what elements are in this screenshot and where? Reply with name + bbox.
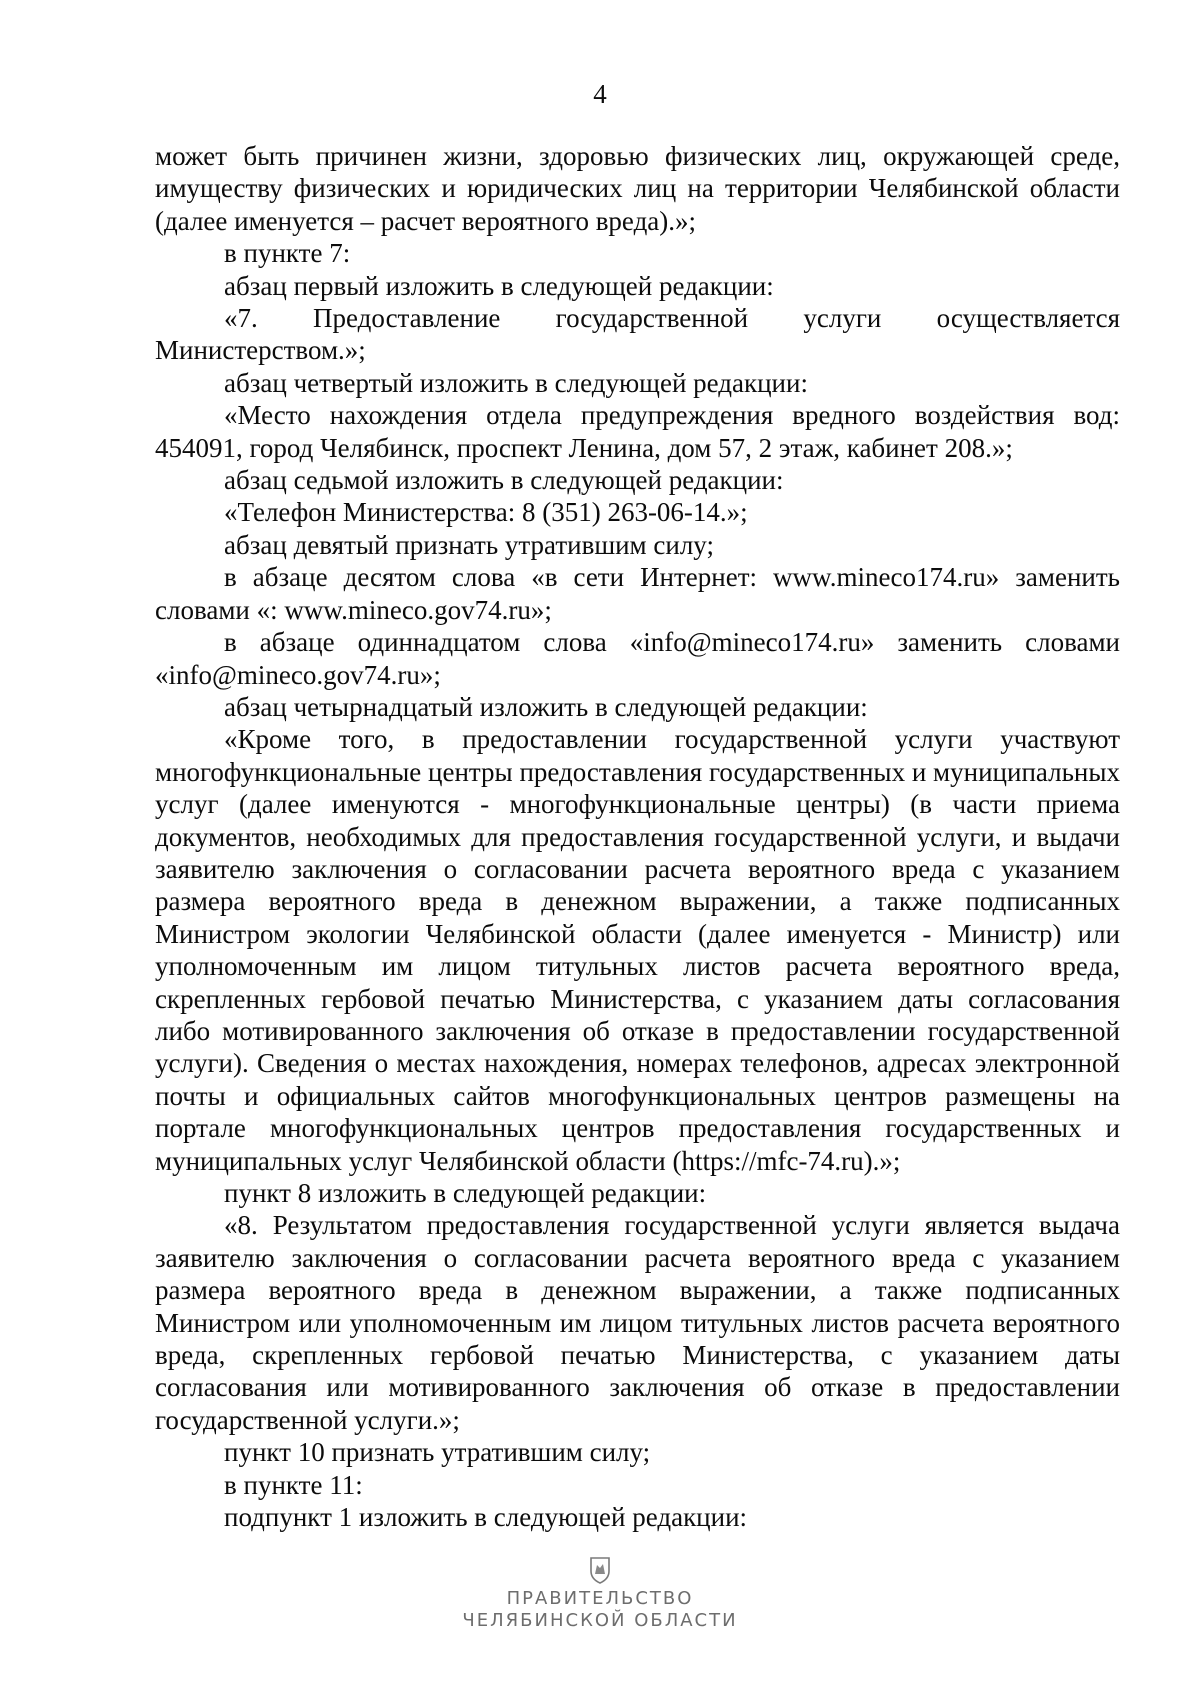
stamp-line-1: ПРАВИТЕЛЬСТВО <box>506 1588 694 1609</box>
paragraph: абзац четырнадцатый изложить в следующей редакции: <box>224 691 868 722</box>
paragraph: абзац девятый признать утратившим силу; <box>224 529 714 560</box>
paragraph: в абзаце одиннадцатом слова «info@mineco174.ru» заменить словами «info@mineco.gov74.ru»; <box>155 627 1120 690</box>
paragraph: в пункте 7: <box>224 238 351 269</box>
paragraph: абзац седьмой изложить в следующей редакции: <box>224 465 784 496</box>
paragraph: «Место нахождения отдела предупреждения вредного воздействия вод: 454091, город Челябинск, проспект Ленина, дом 57, 2 этаж, кабинет 208.»; <box>155 400 1120 463</box>
paragraph: пункт 8 изложить в следующей редакции: <box>224 1178 707 1208</box>
paragraph: «Кроме того, в предоставлении государственной услуги участвуют многофункциональные центры предоставления государственных и муниципальных услуг (далее именуются - многофункциональные центры) (в части приема документов, необходимых для предоставления государственной услуги, и выдачи заявителю заключения о согласовании расчета вероятного вреда с указанием размера вероятного вреда в денежном выражении, а также подписанных Министром экологии Челябинской области (далее именуется - Министр) или уполномоченным им лицом титульных листов расчета вероятного вреда, скрепленных гербовой печатью Министерства, с указанием даты согласования либо мотивированного заключения об отказе в предоставлении государственной услуги). Сведения о местах нахождения, номерах телефонов, адресах электронной почты и официальных сайтов многофункциональных центров размещены на портале многофункциональных центров предоставления государственных и муниципальных услуг Челябинской области (https://mfc-74.ru).»; <box>155 724 1120 1176</box>
paragraph: в пункте 11: <box>224 1469 363 1500</box>
paragraph: абзац четвертый изложить в следующей редакции: <box>224 367 808 398</box>
document-body <box>155 140 1120 1533</box>
government-stamp <box>0 1556 1200 1632</box>
page-number: 4 <box>593 79 607 109</box>
paragraph: пункт 10 признать утратившим силу; <box>224 1437 651 1468</box>
paragraph: подпункт 1 изложить в следующей редакции: <box>224 1502 748 1533</box>
paragraph: абзац первый изложить в следующей редакции: <box>224 270 774 301</box>
paragraph: в абзаце десятом слова «в сети Интернет: www.mineco174.ru» заменить словами «: www.mineco.gov74.ru»; <box>155 562 1120 625</box>
paragraph: «8. Результатом предоставления государственной услуги является выдача заявителю заключения о согласовании расчета вероятного вреда с указанием размера вероятного вреда в денежном выражении, а также подписанных Министром или уполномоченным им лицом титульных листов расчета вероятного вреда, скрепленных гербовой печатью Министерства, с указанием даты согласования или мотивированного заключения об отказе в предоставлении государственной услуги.»; <box>155 1210 1120 1435</box>
paragraph: «Телефон Министерства: 8 (351) 263-06-14.»; <box>224 497 748 528</box>
stamp-line-2: ЧЕЛЯБИНСКОЙ ОБЛАСТИ <box>462 1610 738 1631</box>
paragraph: «7. Предоставление государственной услуги осуществляется Министерством.»; <box>155 303 1120 366</box>
coat-of-arms-icon <box>588 1556 612 1584</box>
paragraph: может быть причинен жизни, здоровью физических лиц, окружающей среде, имуществу физических и юридических лиц на территории Челябинской области (далее именуется – расчет вероятного вреда).»; <box>155 141 1120 236</box>
